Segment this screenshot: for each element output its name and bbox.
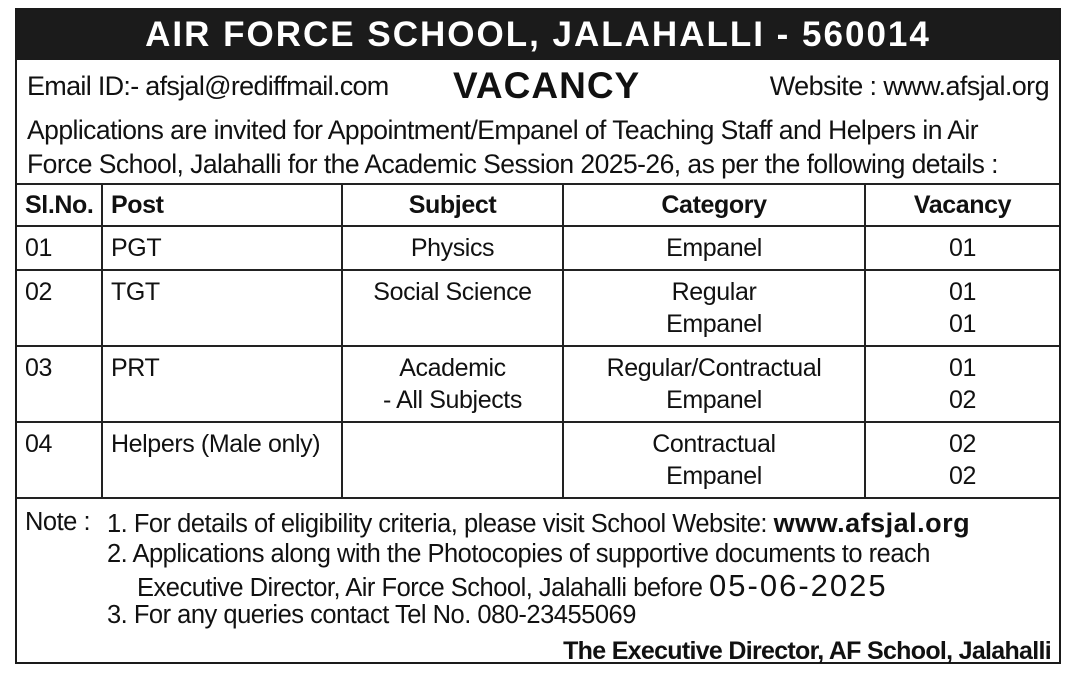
vacancy-line: 02 xyxy=(948,386,976,414)
intro-paragraph xyxy=(27,113,1052,181)
subject-cell xyxy=(342,422,563,498)
header-slno: Sl.No. xyxy=(17,184,102,226)
vacancy-cell xyxy=(865,270,1059,346)
category-line: Contractual xyxy=(652,430,776,458)
vacancy-cell xyxy=(865,226,1059,270)
vacancy-line: 01 xyxy=(948,278,976,306)
category-line: Empanel xyxy=(666,462,762,490)
subject-line: Academic xyxy=(399,354,506,382)
note-2-text: Executive Director, Air Force School, Jalahalli before xyxy=(137,574,703,602)
category-line: Empanel xyxy=(666,234,762,262)
subject-line: Social Science xyxy=(373,278,532,306)
note-label: Note : xyxy=(25,508,91,536)
category-line: Regular/Contractual xyxy=(606,354,822,382)
vacancy-heading: VACANCY xyxy=(453,65,641,106)
deadline-date: 05-06-2025 xyxy=(709,568,888,603)
category-cell xyxy=(563,422,865,498)
note-1 xyxy=(107,508,970,539)
category-cell xyxy=(563,226,865,270)
note-2-line1: 2. Applications along with the Photocopies of supportive documents to reach xyxy=(107,540,930,568)
vacancy-line: 02 xyxy=(948,462,976,490)
post-cell: PGT xyxy=(102,226,342,270)
website-text: Website : www.afsjal.org xyxy=(769,71,1049,101)
header-post: Post xyxy=(102,184,342,226)
intro-line: Applications are invited for Appointment/Empanel of Teaching Staff and Helpers in Air xyxy=(27,115,979,145)
subject-line: - All Subjects xyxy=(383,386,522,414)
signature-line: The Executive Director, AF School, Jalahalli xyxy=(563,637,1051,665)
note-1-text: 1. For details of eligibility criteria, please visit School Website: xyxy=(107,510,767,538)
vacancy-line: 01 xyxy=(948,234,976,262)
vacancy-table xyxy=(17,183,1059,499)
vacancy-cell xyxy=(865,346,1059,422)
category-line: Empanel xyxy=(666,386,762,414)
table-row xyxy=(17,346,1059,422)
table-row xyxy=(17,270,1059,346)
subject-line: Physics xyxy=(410,234,495,262)
category-line: Regular xyxy=(671,278,757,306)
table-row xyxy=(17,422,1059,498)
table-header-row xyxy=(17,184,1059,226)
subject-cell xyxy=(342,346,563,422)
header-vacancy: Vacancy xyxy=(865,184,1059,226)
header-category: Category xyxy=(563,184,865,226)
note-2-line2 xyxy=(137,568,888,604)
note-1-website: www.afsjal.org xyxy=(773,508,971,538)
vacancy-line: 01 xyxy=(948,354,976,382)
slno-cell: 02 xyxy=(17,270,102,346)
category-cell xyxy=(563,270,865,346)
category-line: Empanel xyxy=(666,310,762,338)
vacancy-cell xyxy=(865,422,1059,498)
post-cell: TGT xyxy=(102,270,342,346)
post-cell: PRT xyxy=(102,346,342,422)
intro-line: Force School, Jalahalli for the Academic Session 2025-26, as per the following details : xyxy=(27,149,998,179)
post-cell: Helpers (Male only) xyxy=(102,422,342,498)
slno-cell: 01 xyxy=(17,226,102,270)
vacancy-line: 01 xyxy=(948,310,976,338)
slno-cell: 04 xyxy=(17,422,102,498)
school-title: AIR FORCE SCHOOL, JALAHALLI - 560014 xyxy=(145,15,931,54)
note-3: 3. For any queries contact Tel No. 080-23455069 xyxy=(107,601,636,629)
category-cell xyxy=(563,346,865,422)
subject-cell xyxy=(342,226,563,270)
vacancy-advertisement xyxy=(15,8,1061,664)
header-subject: Subject xyxy=(342,184,563,226)
subject-cell xyxy=(342,270,563,346)
school-title-banner xyxy=(17,10,1059,60)
email-text: Email ID:- afsjal@rediffmail.com xyxy=(27,71,389,101)
table-row xyxy=(17,226,1059,270)
slno-cell: 03 xyxy=(17,346,102,422)
contact-row xyxy=(27,65,1049,109)
vacancy-line: 02 xyxy=(948,430,976,458)
